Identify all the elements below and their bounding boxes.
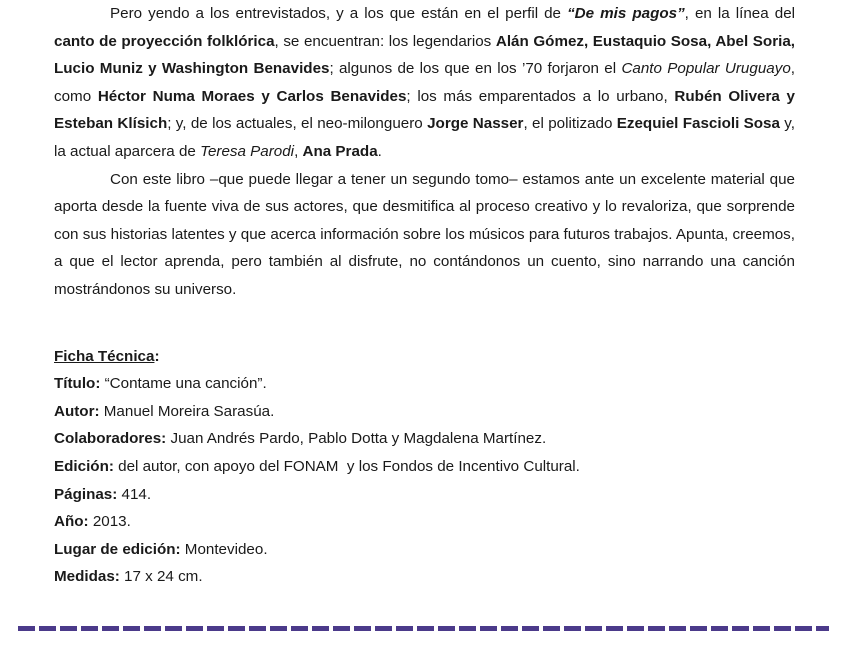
bold-run: Ana Prada [302, 142, 378, 160]
ficha-row-autor [54, 398, 795, 426]
bold-italic-run: “De mis pagos” [567, 5, 685, 22]
ficha-row-titulo [54, 370, 795, 398]
text-run: ; y, de los actuales, el neo-milonguero [167, 115, 428, 133]
ficha-value: Juan Andrés Pardo, Pablo Dotta y Magdalena Martínez. [166, 430, 547, 448]
text-run: ; los más emparentados a lo urbano, [406, 87, 675, 105]
text-run: , se encuentran: los legendarios [274, 32, 496, 50]
text-run: , como [54, 60, 795, 105]
ficha-value: “Contame una canción”. [100, 375, 267, 393]
bold-run: Alán Gómez, Eustaquio Sosa, Abel Soria, Lucio Muniz y Washington Benavides [54, 32, 796, 78]
ficha-value: del autor, con apoyo del FONAM y los Fondos de Incentivo Cultural. [113, 457, 580, 475]
text-run: ; algunos de los que en los ’70 forjaron el [329, 60, 622, 78]
text-run: Pero yendo a los entrevistados, y a los que están en el perfil de [110, 5, 568, 22]
ficha-label: Medidas: [54, 568, 120, 586]
ficha-row-lugar [54, 536, 795, 564]
italic-run: Canto Popular Uruguayo [621, 60, 791, 78]
ficha-row-edicion [54, 453, 795, 481]
ficha-heading-colon: : [154, 347, 160, 365]
paragraph-book-review: Con este libro –que puede llegar a tener un segundo tomo– estamos ante un excelente material que aporta desde la fuente viva de sus actores, que desmitifica al proceso creativo y lo revaloriza, que sorprende con sus historias latentes y que acerca información sobre los músicos para futuros trabajos. Apunta, creemos, a que el lector aprenda, pero también al disfrute, no contándonos un cuento, sino narrando una canción mostrándonos su universo. [54, 170, 795, 298]
ficha-row-paginas [54, 481, 795, 509]
ficha-value: Montevideo. [180, 540, 268, 558]
text-run: , [294, 142, 303, 160]
ficha-value: 2013. [88, 513, 131, 531]
ficha-label: Autor: [54, 402, 100, 420]
text-run: , el politizado [523, 115, 617, 133]
text-run: y, la actual aparcera de [54, 115, 795, 160]
ficha-heading-row [54, 343, 795, 371]
text-run: , en la línea del [684, 5, 796, 22]
dashed-divider [18, 626, 829, 631]
bold-run: Rubén Olivera y Esteban Klísich [54, 87, 795, 133]
ficha-row-anio [54, 508, 795, 536]
text-run: . [377, 142, 382, 160]
ficha-value: 17 x 24 cm. [119, 568, 203, 586]
ficha-label: Título: [54, 375, 101, 393]
article-body [54, 0, 795, 591]
ficha-row-medidas [54, 563, 795, 591]
ficha-row-colaboradores [54, 425, 795, 453]
bold-run: Ezequiel Fascioli Sosa [616, 115, 780, 133]
ficha-label: Páginas: [54, 485, 118, 503]
bold-run: canto de proyección folklórica [54, 32, 275, 50]
paragraph-interviewees [54, 0, 795, 166]
ficha-label: Edición: [54, 457, 114, 475]
italic-run: Teresa Parodi [200, 142, 295, 160]
bold-run: Héctor Numa Moraes y Carlos Benavides [97, 87, 407, 105]
ficha-value: 414. [117, 485, 152, 503]
ficha-label: Año: [54, 513, 89, 531]
ficha-value: Manuel Moreira Sarasúa. [99, 402, 275, 420]
bold-run: Jorge Nasser [427, 115, 524, 133]
ficha-label: Lugar de edición: [54, 540, 181, 558]
ficha-heading: Ficha Técnica [54, 347, 155, 365]
ficha-label: Colaboradores: [54, 430, 167, 448]
ficha-tecnica [54, 343, 795, 591]
